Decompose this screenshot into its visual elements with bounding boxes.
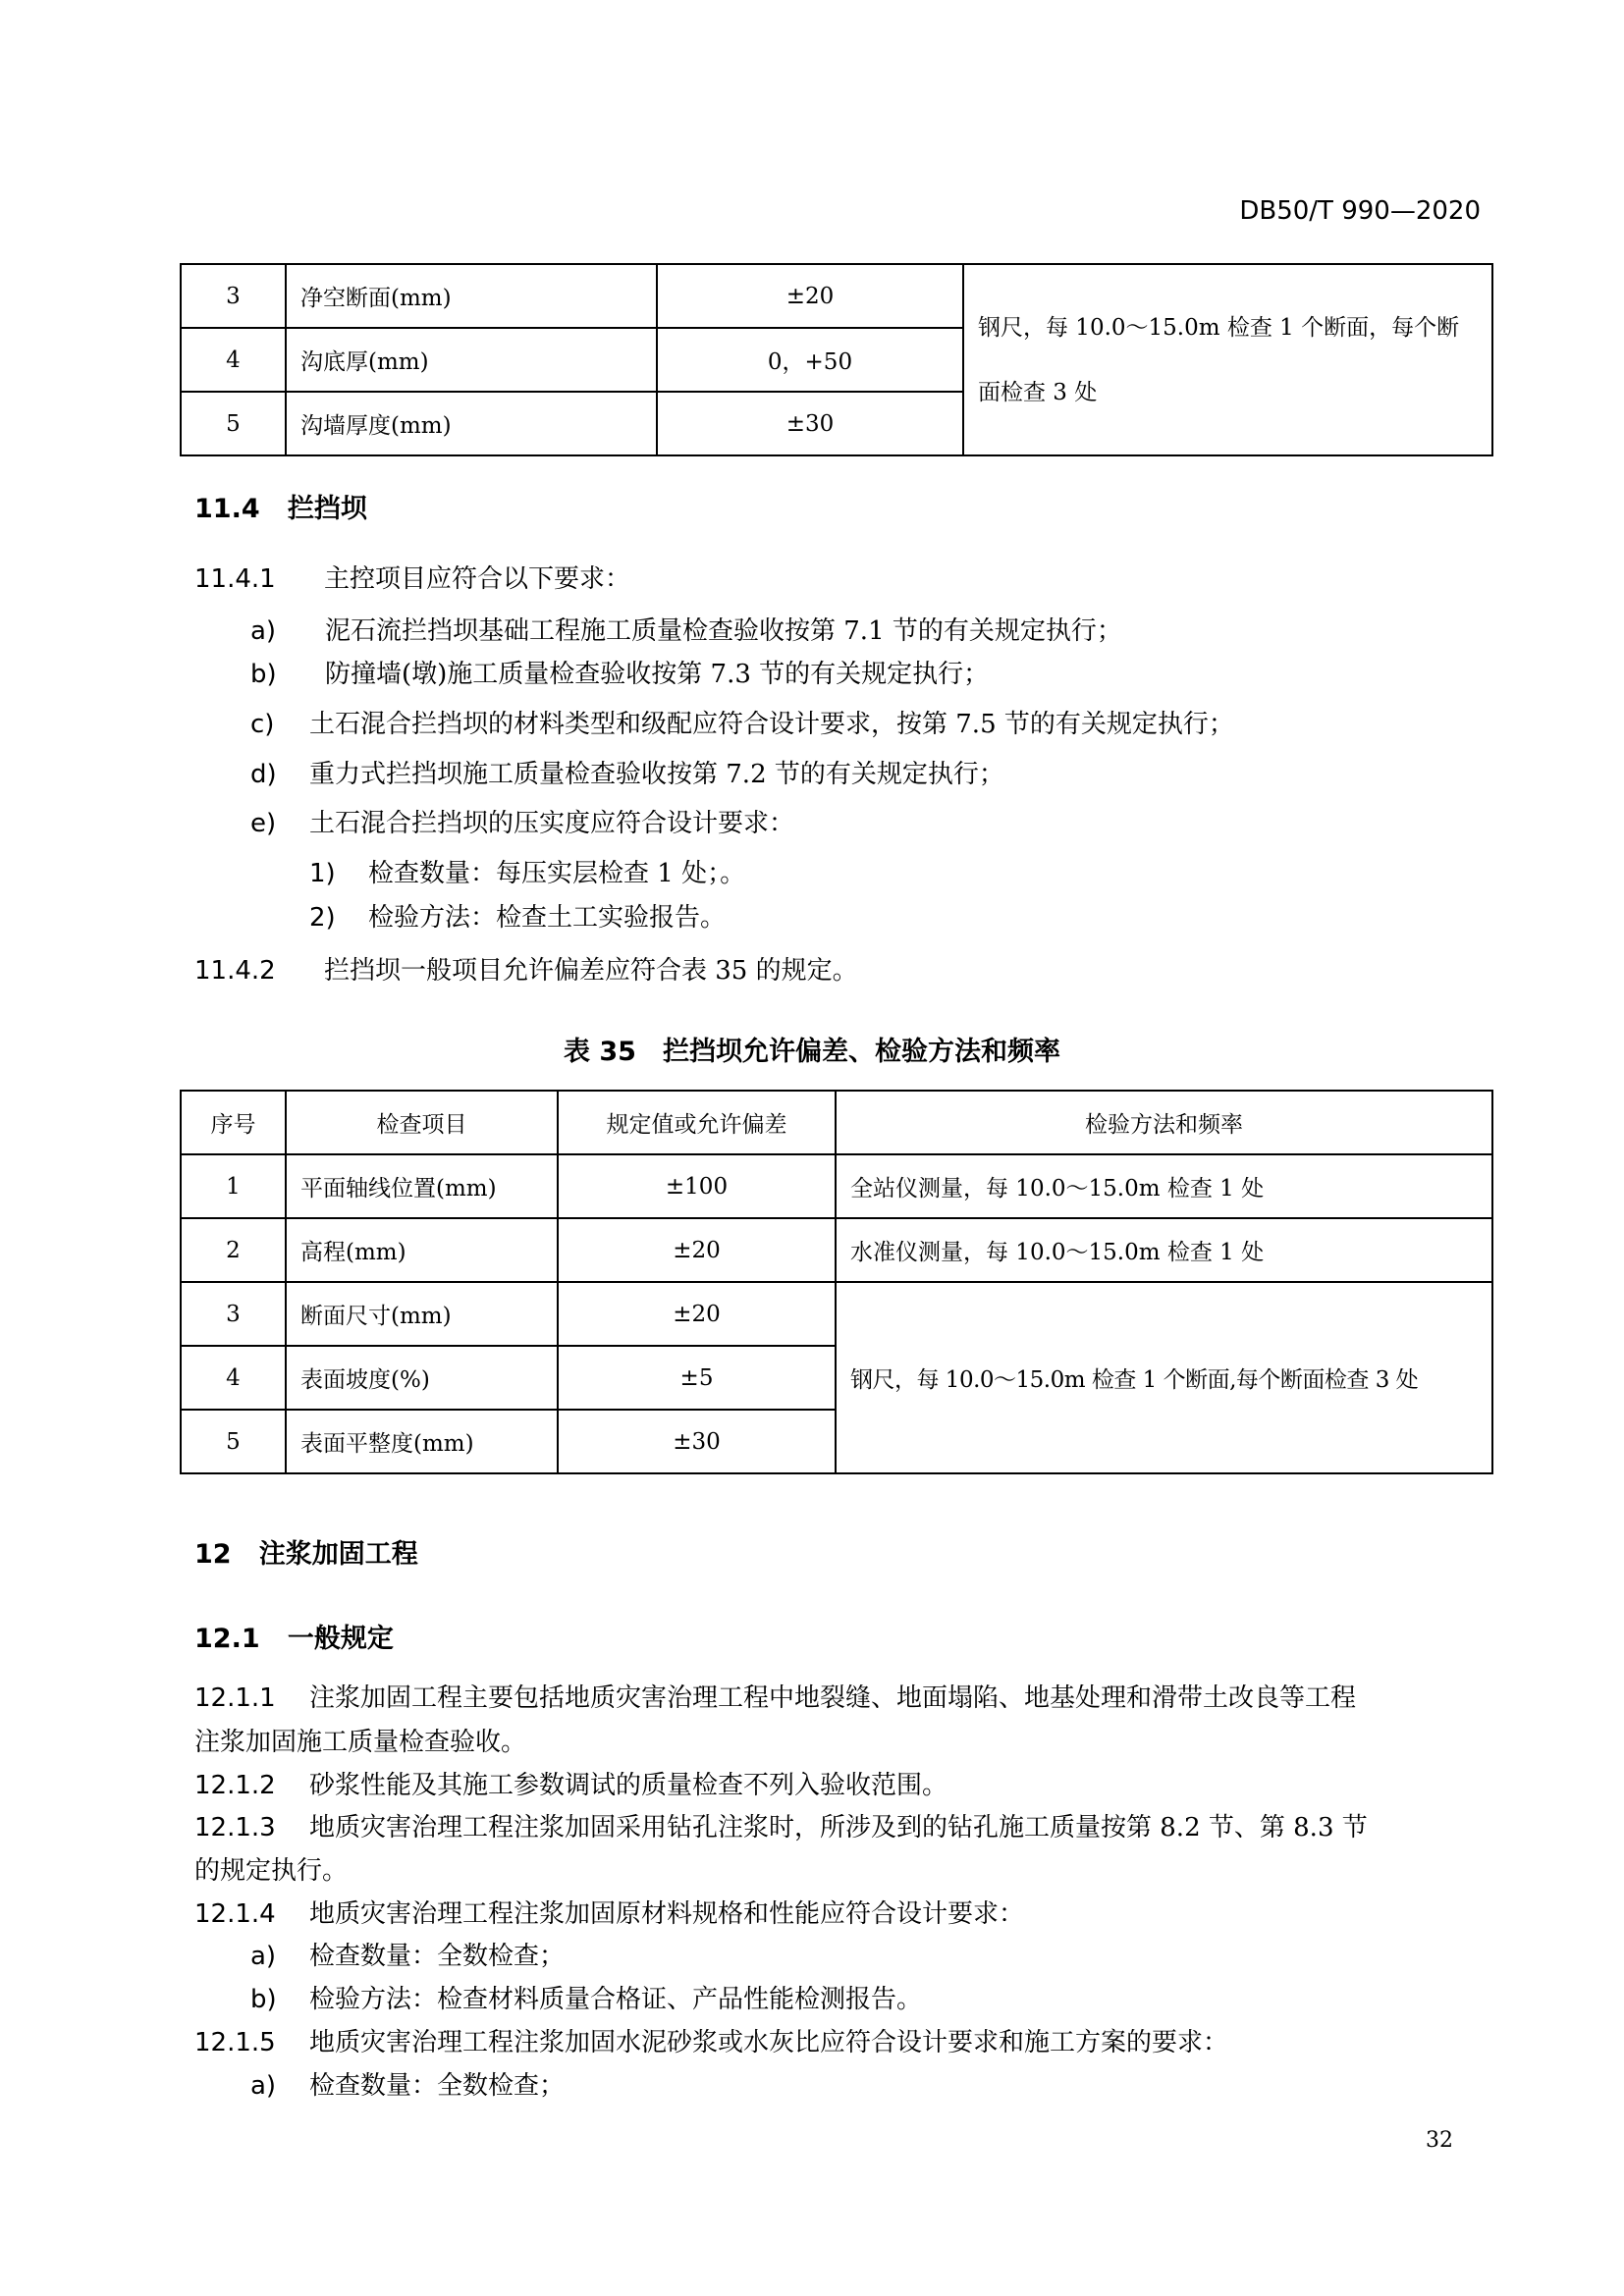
list-text: 泥石流拦挡坝基础工程施工质量检查验收按第 7.1 节的有关规定执行；	[325, 616, 1122, 646]
cell-no: 3	[181, 264, 286, 328]
section-heading-11-4	[194, 487, 367, 525]
list-marker: 2)	[309, 903, 336, 933]
cell-tolerance: ±5	[558, 1346, 836, 1410]
clause-12-1-4	[194, 1897, 1024, 1931]
list-text: 土石混合拦挡坝的材料类型和级配应符合设计要求，按第 7.5 节的有关规定执行；	[309, 710, 1234, 739]
cell-item: 净空断面(mm)	[286, 264, 657, 328]
clause-continuation: 的规定执行。	[194, 1856, 349, 1886]
table-header-row	[181, 1091, 1492, 1154]
list-item	[250, 658, 989, 691]
section-title: 拦挡坝	[287, 494, 367, 524]
cell-no: 4	[181, 328, 286, 392]
clause-text: 注浆加固工程主要包括地质灾害治理工程中地裂缝、地面塌陷、地基处理和滑带土改良等工程	[309, 1683, 1357, 1713]
cell-method: 钢尺，每 10.0～15.0m 检查 1 个断面,每个断面检查 3 处	[836, 1282, 1492, 1473]
list-text: 土石混合拦挡坝的压实度应符合设计要求：	[309, 809, 795, 838]
list-marker: c)	[250, 710, 275, 739]
list-marker: e)	[250, 809, 277, 838]
cell-no: 1	[181, 1154, 286, 1218]
clause-text: 地质灾害治理工程注浆加固水泥砂浆或水灰比应符合设计要求和施工方案的要求：	[309, 2028, 1229, 2057]
sub-list-item	[309, 901, 726, 934]
clause-continuation: 注浆加固施工质量检查验收。	[194, 1728, 527, 1757]
header-cell: 检查项目	[286, 1091, 558, 1154]
section-number: 12	[194, 1539, 232, 1570]
clause-text: 砂浆性能及其施工参数调试的质量检查不列入验收范围。	[309, 1771, 948, 1800]
clause-12-1-3	[194, 1811, 1368, 1844]
list-text: 防撞墙(墩)施工质量检查验收按第 7.3 节的有关规定执行；	[325, 660, 990, 689]
clause-11-4-2	[194, 954, 858, 988]
table-row	[181, 1154, 1492, 1218]
list-text: 检验方法：检查材料质量合格证、产品性能检测报告。	[309, 1985, 923, 2014]
sub-list-item	[309, 857, 745, 890]
clause-text: 拦挡坝一般项目允许偏差应符合表 35 的规定。	[324, 956, 858, 986]
list-marker: 1)	[309, 859, 336, 888]
clause-text: 地质灾害治理工程注浆加固采用钻孔注浆时，所涉及到的钻孔施工质量按第 8.2 节、第 8.3 节	[309, 1813, 1368, 1842]
list-item	[250, 1983, 922, 2016]
section-heading-12	[194, 1532, 418, 1571]
clause-text: 主控项目应符合以下要求：	[324, 564, 631, 594]
document-code: DB50/T 990—2020	[1239, 196, 1481, 226]
list-item	[250, 708, 1234, 741]
clause-number: 11.4.1	[194, 564, 276, 594]
list-marker: b)	[250, 660, 277, 689]
clause-12-1-2	[194, 1769, 947, 1802]
table-row	[181, 1282, 1492, 1346]
list-text: 检查数量：全数检查；	[309, 2071, 566, 2101]
list-text: 检查数量：全数检查；	[309, 1942, 566, 1971]
header-cell: 序号	[181, 1091, 286, 1154]
header-cell: 规定值或允许偏差	[558, 1091, 836, 1154]
clause-12-1-1	[194, 1682, 1356, 1715]
cell-item: 沟墙厚度(mm)	[286, 392, 657, 455]
table-top-continued	[180, 263, 1493, 456]
table-35	[180, 1090, 1493, 1474]
cell-no: 5	[181, 392, 286, 455]
cell-item: 高程(mm)	[286, 1218, 558, 1282]
cell-no: 5	[181, 1410, 286, 1473]
section-heading-12-1	[194, 1617, 394, 1655]
list-marker: a)	[250, 616, 277, 646]
list-item	[250, 2069, 565, 2103]
cell-no: 4	[181, 1346, 286, 1410]
cell-item: 表面坡度(%)	[286, 1346, 558, 1410]
page-number: 32	[1426, 2128, 1453, 2153]
cell-tolerance: ±20	[558, 1218, 836, 1282]
section-title: 注浆加固工程	[258, 1539, 418, 1570]
clause-number: 12.1.5	[194, 2028, 276, 2057]
cell-tolerance: 0，+50	[657, 328, 963, 392]
cell-method: 全站仪测量，每 10.0～15.0m 检查 1 处	[836, 1154, 1492, 1218]
cell-item: 平面轴线位置(mm)	[286, 1154, 558, 1218]
table-caption: 表 35 拦挡坝允许偏差、检验方法和频率	[564, 1037, 1060, 1067]
section-number: 11.4	[194, 494, 260, 524]
cell-item: 沟底厚(mm)	[286, 328, 657, 392]
list-marker: a)	[250, 2071, 277, 2101]
clause-number: 12.1.4	[194, 1899, 276, 1929]
list-item	[250, 758, 1004, 791]
cell-tolerance: ±30	[558, 1410, 836, 1473]
list-item	[250, 807, 794, 840]
section-number: 12.1	[194, 1624, 260, 1654]
cell-item: 表面平整度(mm)	[286, 1410, 558, 1473]
list-text: 重力式拦挡坝施工质量检查验收按第 7.2 节的有关规定执行；	[309, 760, 1004, 789]
cell-method: 钢尺，每 10.0～15.0m 检查 1 个断面，每个断面检查 3 处	[963, 264, 1492, 455]
table-row	[181, 264, 1492, 328]
cell-item: 断面尺寸(mm)	[286, 1282, 558, 1346]
clause-number: 12.1.3	[194, 1813, 276, 1842]
cell-tolerance: ±30	[657, 392, 963, 455]
header-cell: 检验方法和频率	[836, 1091, 1492, 1154]
clause-12-1-5	[194, 2026, 1228, 2059]
list-marker: a)	[250, 1942, 277, 1971]
cell-tolerance: ±20	[558, 1282, 836, 1346]
cell-method: 水准仪测量，每 10.0～15.0m 检查 1 处	[836, 1218, 1492, 1282]
list-item	[250, 614, 1122, 648]
cell-no: 2	[181, 1218, 286, 1282]
clause-number: 12.1.2	[194, 1771, 276, 1800]
cell-tolerance: ±100	[558, 1154, 836, 1218]
list-marker: b)	[250, 1985, 277, 2014]
list-text: 检验方法：检查土工实验报告。	[368, 903, 727, 933]
cell-tolerance: ±20	[657, 264, 963, 328]
section-title: 一般规定	[287, 1624, 394, 1654]
clause-number: 11.4.2	[194, 956, 276, 986]
table-row	[181, 1218, 1492, 1282]
list-text: 检查数量：每压实层检查 1 处；。	[368, 859, 746, 888]
cell-no: 3	[181, 1282, 286, 1346]
clause-11-4-1	[194, 562, 630, 596]
list-marker: d)	[250, 760, 277, 789]
clause-number: 12.1.1	[194, 1683, 276, 1713]
clause-text: 地质灾害治理工程注浆加固原材料规格和性能应符合设计要求：	[309, 1899, 1025, 1929]
list-item	[250, 1940, 565, 1973]
